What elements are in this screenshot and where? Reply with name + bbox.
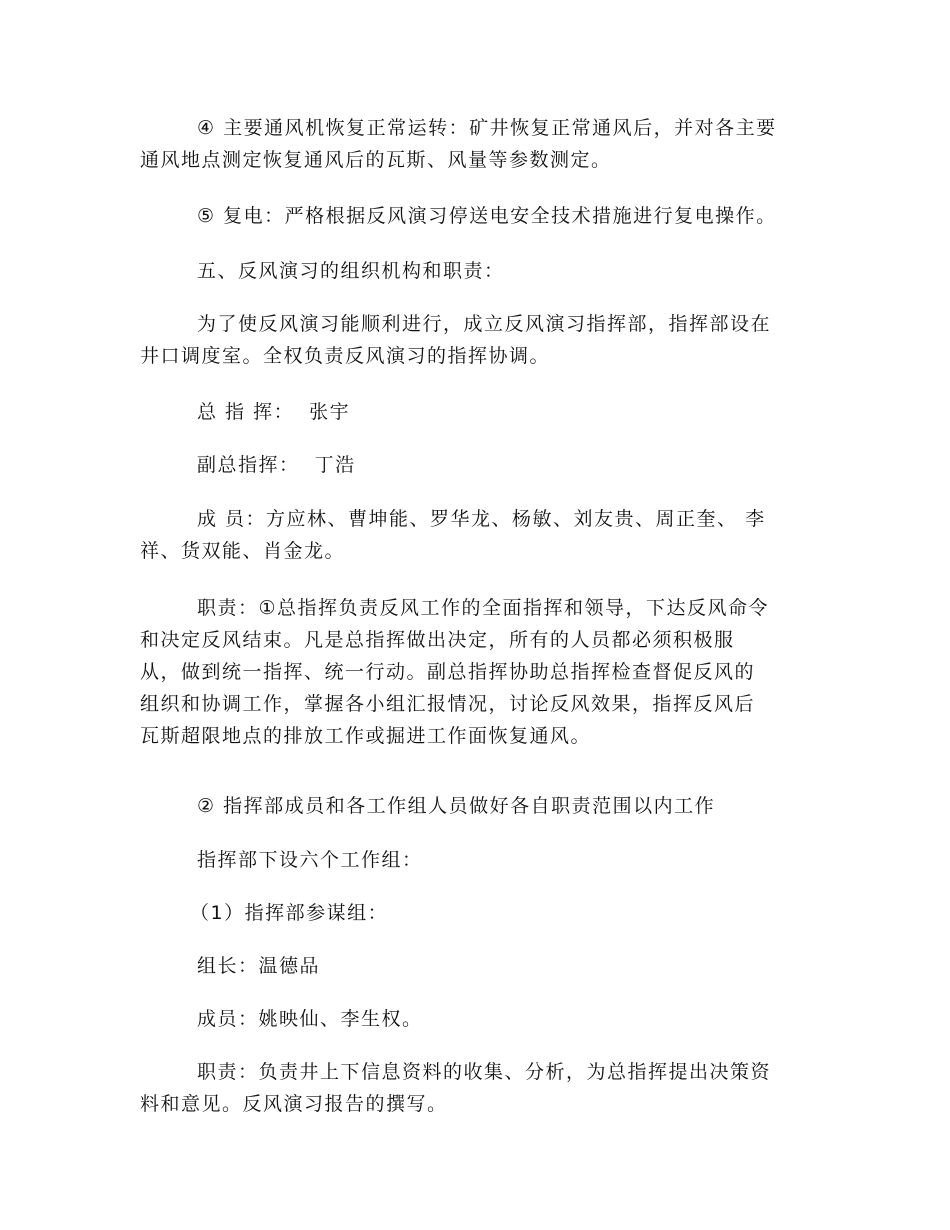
paragraph-command-setup [140,308,810,372]
text-line: 职责：负责井上下信息资料的收集、分析，为总指挥提出决策资 [197,1061,772,1083]
paragraph-staff-group [140,897,810,929]
text-line: 为了使反风演习能顺利进行，成立反风演习指挥部，指挥部设在 [197,313,772,335]
paragraph-group-duties [140,1056,810,1120]
text-line: 组长：温德品 [197,955,321,977]
text-line: 通风地点测定恢复通风后的瓦斯、风量等参数测定。 [140,149,612,171]
paragraph-power-restore [140,200,810,232]
text-line: 指挥部下设六个工作组： [197,849,423,871]
text-line: 组织和协调工作，掌握各小组汇报情况，讨论反风效果，指挥反风后 [140,693,756,715]
text-line: 祥、货双能、肖金龙。 [140,540,346,562]
text-line: 总 指 挥： 张宇 [197,401,351,423]
text-line: 从，做到统一指挥、统一行动。副总指挥协助总指挥检查督促反风的 [140,661,756,683]
text-line: 瓦斯超限地点的排放工作或掘进工作面恢复通风。 [140,725,592,747]
text-line: ② 指挥部成员和各工作组人员做好各自职责范围以内工作 [197,795,716,817]
paragraph-deputy-commander [140,449,810,481]
paragraph-members [140,503,810,567]
paragraph-ventilator-recovery [140,112,810,176]
paragraph-group-members [140,1003,810,1035]
paragraph-duties [140,592,810,752]
text-line: 和决定反风结束。凡是总指挥做出决定，所有的人员都必须积极服 [140,629,735,651]
text-line: 职责：①总指挥负责反风工作的全面指挥和领导，下达反风命令 [197,597,770,619]
text-line: 副总指挥： 丁浩 [197,454,356,476]
text-line: 料和意见。反风演习报告的撰写。 [140,1093,448,1115]
text-line: ④ 主要通风机恢复正常运转：矿井恢复正常通风后，并对各主要 [197,117,777,139]
text-line: 五、反风演习的组织机构和职责： [197,260,505,282]
text-line: 井口调度室。全权负责反风演习的指挥协调。 [140,345,551,367]
paragraph-working-groups [140,844,810,876]
paragraph-commander [140,396,810,428]
text-line: （1）指挥部参谋组： [190,902,389,924]
section-heading-organization [140,255,810,287]
text-line: 成 员：方应林、曹坤能、罗华龙、杨敏、刘友贵、周正奎、 李 [197,508,766,530]
text-line: 成员：姚映仙、李生权。 [197,1008,423,1030]
text-line: ⑤ 复电：严格根据反风演习停送电安全技术措施进行复电操作。 [197,205,777,227]
paragraph-member-duties [140,790,810,822]
paragraph-group-leader [140,950,810,982]
